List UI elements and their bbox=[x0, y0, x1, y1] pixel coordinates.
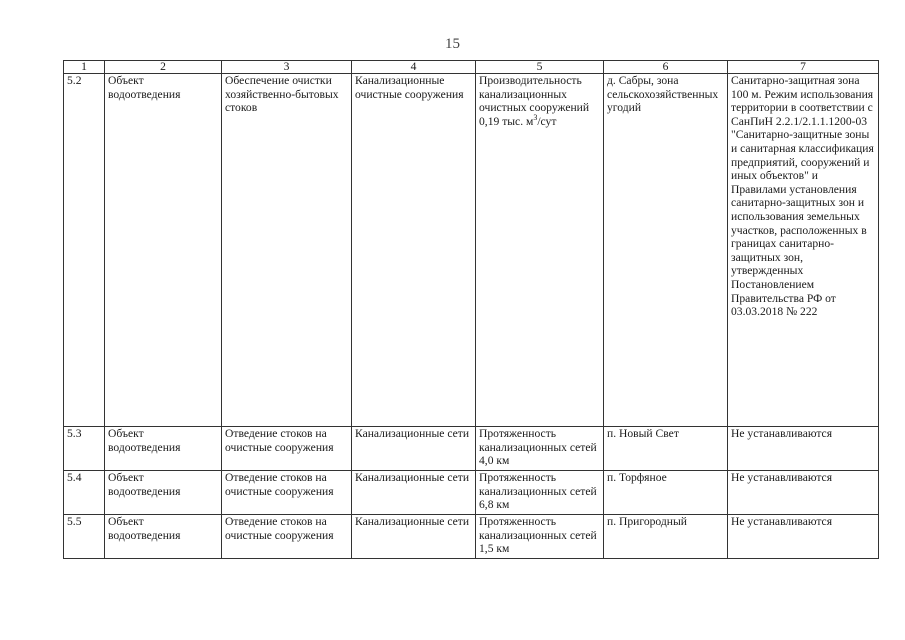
col-header-7: 7 bbox=[728, 61, 879, 74]
object-location: п. Новый Свет bbox=[604, 427, 728, 471]
object-characteristics: Протяженность канализационных сетей 1,5 км bbox=[476, 515, 604, 559]
col-header-6: 6 bbox=[604, 61, 728, 74]
protection-zone: Не устанавливаются bbox=[728, 427, 879, 471]
row-number: 5.3 bbox=[64, 427, 105, 471]
objects-table bbox=[63, 60, 879, 559]
page-number: 15 bbox=[445, 36, 460, 52]
object-name: Канализационные очистные сооружения bbox=[352, 74, 476, 427]
protection-zone: Санитарно-защитная зона 100 м. Режим использования территории в соответствии с СанПиН 2.2.1/2.1.1.1200-03 "Санитарно-защитные зоны и санитарная классификация предприятий, сооружений и иных объектов" и Правилами установления санитарно-защитных зон и использования земельных участков, расположенных в границах санитарно-защитных зон, утвержденных Постановлением Правительства РФ от 03.03.2018 № 222 bbox=[728, 74, 879, 427]
object-name: Канализационные сети bbox=[352, 427, 476, 471]
table-row bbox=[64, 427, 879, 471]
col-header-2: 2 bbox=[105, 61, 222, 74]
object-characteristics bbox=[476, 74, 604, 427]
object-purpose: Отведение стоков на очистные сооружения bbox=[222, 427, 352, 471]
superscript: 3 bbox=[533, 112, 538, 122]
object-characteristics: Протяженность канализационных сетей 6,8 км bbox=[476, 471, 604, 515]
object-name: Канализационные сети bbox=[352, 515, 476, 559]
object-location: д. Сабры, зона сельскохозяйственных угодий bbox=[604, 74, 728, 427]
object-location: п. Пригородный bbox=[604, 515, 728, 559]
object-purpose: Отведение стоков на очистные сооружения bbox=[222, 471, 352, 515]
col-header-3: 3 bbox=[222, 61, 352, 74]
header-row bbox=[64, 61, 879, 74]
col-header-4: 4 bbox=[352, 61, 476, 74]
row-number: 5.5 bbox=[64, 515, 105, 559]
object-type: Объект водоотведения bbox=[105, 74, 222, 427]
object-type: Объект водоотведения bbox=[105, 471, 222, 515]
object-characteristics: Протяженность канализационных сетей 4,0 км bbox=[476, 427, 604, 471]
col-header-1: 1 bbox=[64, 61, 105, 74]
object-location: п. Торфяное bbox=[604, 471, 728, 515]
protection-zone: Не устанавливаются bbox=[728, 471, 879, 515]
object-purpose: Обеспечение очистки хозяйственно-бытовых стоков bbox=[222, 74, 352, 427]
protection-zone: Не устанавливаются bbox=[728, 515, 879, 559]
row-number: 5.2 bbox=[64, 74, 105, 427]
object-type: Объект водоотведения bbox=[105, 515, 222, 559]
object-purpose: Отведение стоков на очистные сооружения bbox=[222, 515, 352, 559]
row-number: 5.4 bbox=[64, 471, 105, 515]
characteristics-text: Производительность канализационных очистных сооружений 0,19 тыс. м bbox=[479, 74, 590, 128]
table-row bbox=[64, 471, 879, 515]
table-row bbox=[64, 74, 879, 427]
characteristics-unit: /сут bbox=[537, 114, 557, 128]
object-name: Канализационные сети bbox=[352, 471, 476, 515]
table-row bbox=[64, 515, 879, 559]
object-type: Объект водоотведения bbox=[105, 427, 222, 471]
col-header-5: 5 bbox=[476, 61, 604, 74]
